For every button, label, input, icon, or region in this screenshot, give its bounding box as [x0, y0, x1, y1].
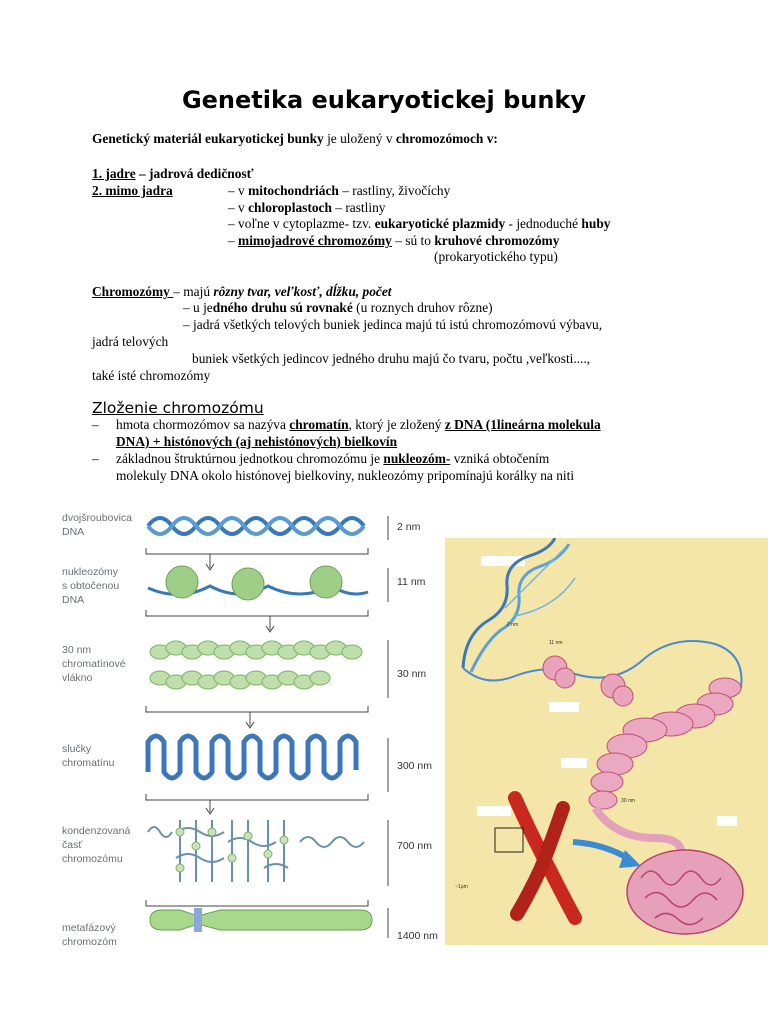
sub-item-2-bold: chloroplastoch [248, 200, 332, 215]
small-label-2nm: 2 nm [507, 622, 519, 628]
nucleosome [232, 568, 264, 600]
sub-item-1 [228, 183, 450, 199]
chromo-head-post: – majú [173, 284, 214, 299]
centromere [194, 908, 202, 932]
chromo-head-line [92, 284, 392, 300]
scale-1400nm: 1400 nm [397, 930, 438, 942]
bullet-1-line-2: DNA) + histónových (aj nehistónových) bielkovín [116, 434, 398, 449]
nucleosome [310, 566, 342, 598]
arrow-2 [266, 616, 274, 632]
dna-helix [148, 518, 364, 534]
sub-item-4-post: – sú to [391, 233, 435, 248]
bullet-1-term: chromatín [289, 417, 349, 432]
sub-item-4-cont: (prokaryotického typu) [434, 249, 558, 264]
nucleosome [166, 566, 198, 598]
label-box [477, 806, 511, 816]
scale-11nm: 11 nm [397, 576, 426, 588]
bullet-2-line-1 [116, 451, 549, 467]
list-item-1-rest: – jadrová dedičnosť [135, 166, 254, 181]
bullet-1-line-1 [116, 417, 601, 433]
section-heading: Zloženie chromozómu [92, 399, 264, 417]
chromo-line-5: buniek všetkých jedincov jedného druhu majú čo tvaru, počtu ,veľkosti...., [192, 351, 591, 366]
bracket-2 [146, 610, 368, 616]
condensed-chromatin [627, 850, 743, 934]
sub-item-3-post: - jednoduché [505, 216, 582, 231]
bracket-3 [146, 706, 368, 712]
chromatin-loops [148, 736, 356, 778]
bullet-dash-2: – [92, 451, 99, 466]
chromo-line-4: jadrá telových [92, 334, 169, 349]
bullet-2-post: vzniká obtočením [450, 451, 550, 466]
sub-item-4-bold2: kruhové chromozómy [434, 233, 560, 248]
scale-30nm: 30 nm [397, 668, 427, 680]
arrow-4 [206, 800, 214, 814]
bullet-dash-1: – [92, 417, 99, 432]
bullet-2-line-2: molekuly DNA okolo histónovej bielkoviny, nukleozómy pripomínajú korálky na niti [116, 468, 575, 483]
bullet-2-term: nukleozóm- [383, 451, 451, 466]
label-loops: slučky chromatínu [62, 743, 115, 769]
sub-item-2 [228, 200, 385, 216]
list-item-1-num: 1. jadre [92, 166, 136, 181]
metaphase-chromosome [150, 908, 372, 932]
small-label-1um: ~1μm [455, 884, 468, 890]
chromo-head: Chromozómy [92, 284, 174, 299]
sub-item-3 [228, 216, 610, 232]
chromo-line-2 [183, 300, 493, 316]
bullet-1-pre: hmota chormozómov sa nazýva [116, 417, 290, 432]
label-nucleosomes: nukleozómy s obtočenou DNA [62, 566, 120, 606]
arrow-3 [246, 712, 254, 728]
page-title: Genetika eukaryotickej bunky [181, 86, 587, 114]
intro-bold: Genetický materiál eukaryotickej bunky [92, 131, 324, 146]
sub-item-2-pre: – v [228, 200, 249, 215]
label-box [561, 758, 587, 768]
label-box [717, 816, 737, 826]
nucleosome-string [148, 566, 368, 600]
chromatin-levels-figure [140, 502, 440, 962]
bullet-1-mid: , ktorý je zložený [348, 417, 445, 432]
label-box [549, 702, 579, 712]
sub-item-3-bold: eukaryotické plazmidy [374, 216, 506, 231]
intro-bold-2: chromozómoch v: [395, 131, 498, 146]
sub-item-2-post: – rastliny [331, 200, 386, 215]
sub-item-4-pre: – [228, 233, 239, 248]
arrow-1 [206, 554, 214, 570]
bracket-4 [146, 794, 368, 800]
intro-text: je uložený v [323, 131, 396, 146]
label-condensed: kondenzovaná časť chromozómu [62, 825, 131, 865]
scale-700nm: 700 nm [397, 840, 433, 852]
chromatin-fiber [150, 641, 362, 689]
bracket-5 [146, 900, 368, 906]
sub-item-1-bold: mitochondriách [248, 183, 339, 198]
sub-item-1-post: – rastliny, živočíchy [338, 183, 451, 198]
list-item-2-num: 2. mimo jadra [92, 183, 173, 198]
bracket-1 [146, 548, 368, 554]
bullet-1-bold-1: z DNA (1lineárna molekula [444, 417, 601, 432]
chromo-line-3: – jadrá všetkých telových buniek jedinca majú tú istú chromozómovú výbavu, [183, 317, 603, 332]
small-label-11nm: 11 nm [549, 640, 563, 646]
label-metaphase: metafázový chromozóm [62, 922, 117, 948]
chromo-traits: rôzny tvar, veľkosť, dĺžku, počet [213, 284, 392, 299]
list-item-1 [92, 166, 254, 182]
chromo-l2-post: (u roznych druhov rôzne) [352, 300, 493, 315]
sub-item-4-boldu: mimojadrové chromozómy [238, 233, 392, 248]
intro-line [92, 131, 498, 147]
sub-item-1-pre: – v [228, 183, 249, 198]
sub-item-3-bold2: huby [581, 216, 611, 231]
scale-2nm: 2 nm [397, 521, 421, 533]
label-dna: dvojšroubovica DNA [62, 512, 133, 538]
chromo-line-6: také isté chromozómy [92, 368, 211, 383]
sub-item-4 [228, 233, 559, 249]
scale-300nm: 300 nm [397, 760, 433, 772]
sub-item-3-pre: – voľne v cytoplazme- tzv. [228, 216, 375, 231]
chromo-l2-bold: dného druhu sú rovnaké [212, 300, 353, 315]
chromo-l2-pre: – u je [183, 300, 213, 315]
bullet-2-pre: základnou štruktúrnou jednotkou chromozómu je [116, 451, 384, 466]
label-chromatin-fiber: 30 nm chromatínové vlákno [62, 644, 126, 684]
small-label-30nm: 30 nm [621, 798, 635, 804]
chromosome-illustration [445, 538, 768, 945]
